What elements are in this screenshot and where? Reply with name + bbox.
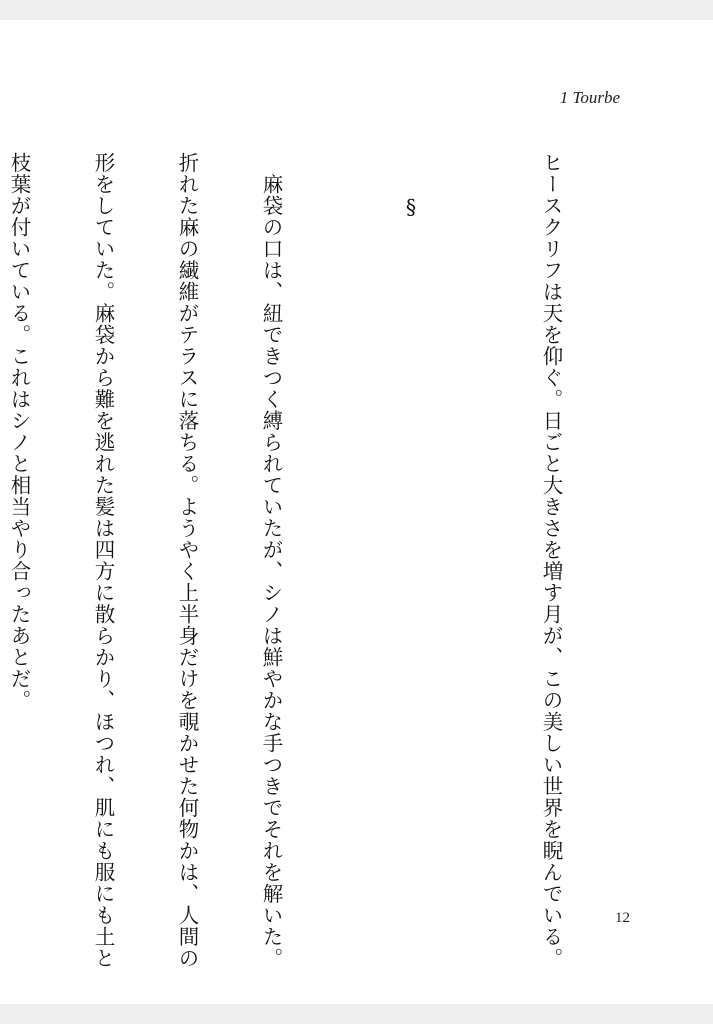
text-line: 折れた麻の繊維がテラスに落ちる。ようやく上半身だけを覗かせた何物かは、人間の xyxy=(175,152,199,969)
text-line: ヒースクリフは天を仰ぐ。日ごと大きさを増す月が、この美しい世界を睨んでいる。 xyxy=(539,152,563,969)
text-line: 麻袋の口は、紐できつく縛られていたが、シノは鮮やかな手つきでそれを解いた。 xyxy=(259,152,283,969)
bottom-band xyxy=(0,1004,713,1024)
body-text xyxy=(7,152,621,969)
text-line: 形をしていた。麻袋から難を逃れた髪は四方に散らかり、ほつれ、肌にも服にも土と xyxy=(91,152,115,969)
running-head: 1 Tourbe xyxy=(559,88,620,107)
text-line: 枝葉が付いている。これはシノと相当やり合ったあとだ。 xyxy=(7,152,31,711)
top-band xyxy=(0,0,713,20)
page-number: 12 xyxy=(615,910,630,926)
section-mark: § xyxy=(399,152,423,220)
